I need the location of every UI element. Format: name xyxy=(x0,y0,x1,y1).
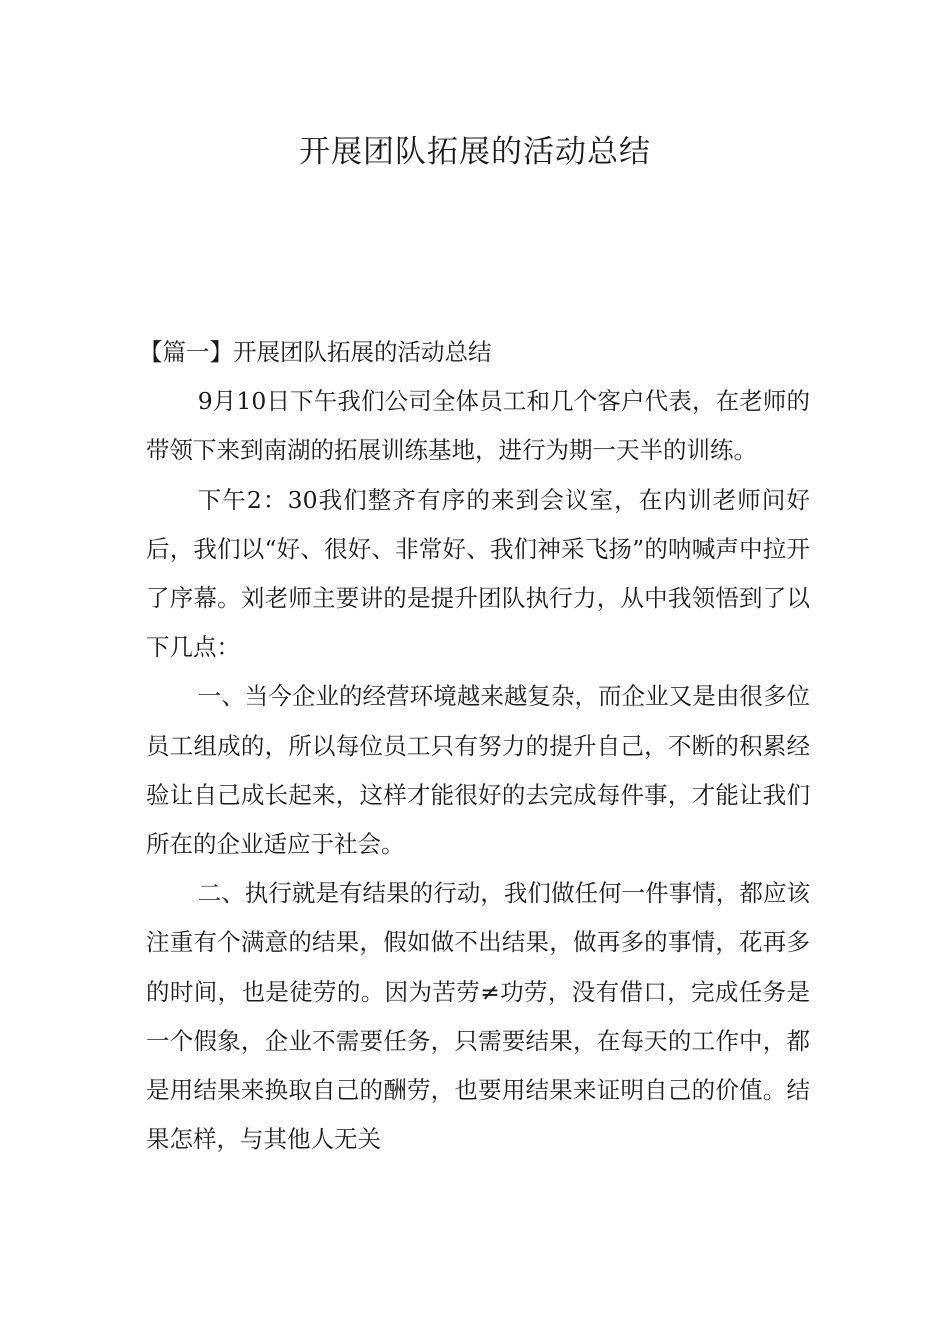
paragraph-3: 一、当今企业的经营环境越来越复杂，而企业又是由很多位员工组成的，所以每位员工只有努力的提升自己，不断的积累经验让自己成长起来，这样才能很好的去完成每件事，才能让我们所在的企业适应于社会。 xyxy=(146,682,810,859)
paragraph-4: 二、执行就是有结果的行动，我们做任何一件事情，都应该注重有个满意的结果，假如做不出结果，做再多的事情，花再多的时间，也是徒劳的。因为苦劳≠功劳，没有借口，完成任务是一个假象，企业不需要任务，只需要结果，在每天的工作中，都是用结果来换取自己的酬劳，也要用结果来证明自己的价值。结果怎样，与其他人无关 xyxy=(146,879,810,1154)
document-title: 开展团队拓展的活动总结 xyxy=(299,134,651,170)
document-body xyxy=(138,328,810,1164)
paragraph-1: 9月10日下午我们公司全体员工和几个客户代表，在老师的带领下来到南湖的拓展训练基地，进行为期一天半的训练。 xyxy=(146,387,810,465)
section-heading: 【篇一】开展团队拓展的活动总结 xyxy=(138,338,492,366)
paragraph-2: 下午2：30我们整齐有序的来到会议室，在内训老师问好后，我们以“好、很好、非常好、我们神采飞扬”的呐喊声中拉开了序幕。刘老师主要讲的是提升团队执行力，从中我领悟到了以下几点： xyxy=(146,485,810,662)
